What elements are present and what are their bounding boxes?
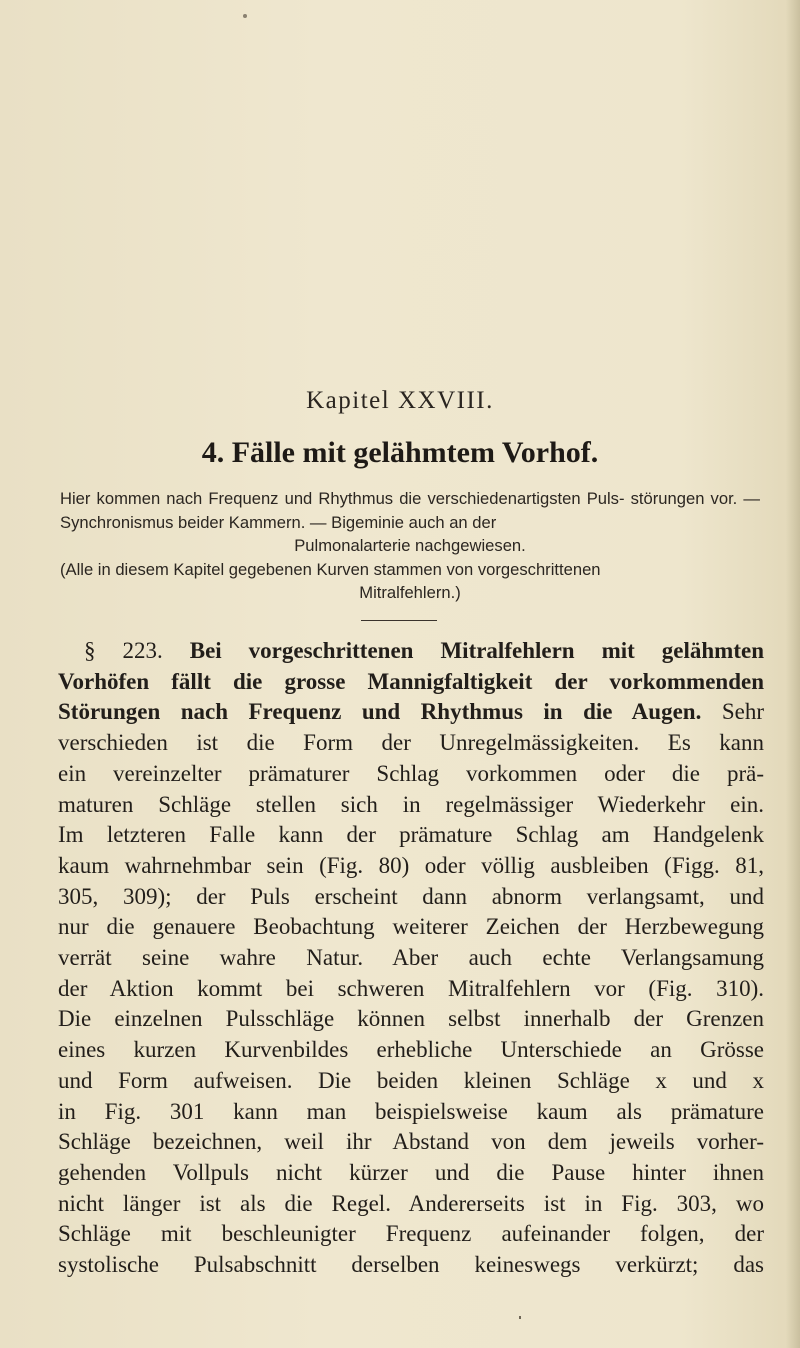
- text-line: kaum wahrnehmbar sein (Fig. 80) oder völlig ausbleiben (Figg. 81,: [58, 852, 764, 878]
- page-edge-shadow: [786, 0, 800, 1348]
- text-line: ein vereinzelter prämaturer Schlag vorkommen oder die prä-: [58, 760, 764, 786]
- section-heading-part: Vorhöfen fällt die grosse Mannigfaltigkeit der vorkommenden: [58, 668, 764, 694]
- text-line: 305, 309); der Puls erscheint dann abnorm verlangsamt, und: [58, 883, 764, 909]
- text-line: in Fig. 301 kann man beispielsweise kaum als prämature: [58, 1098, 764, 1124]
- paper-speck: [519, 1316, 521, 1319]
- text-line: maturen Schläge stellen sich in regelmässiger Wiederkehr ein.: [58, 791, 764, 817]
- summary-note: (Alle in diesem Kapitel gegebenen Kurven stammen von vorgeschrittenen: [60, 559, 601, 579]
- paper-speck: [243, 14, 247, 18]
- text-line: Schläge bezeichnen, weil ihr Abstand von dem jeweils vorher-: [58, 1129, 764, 1155]
- text-fragment: Sehr: [721, 699, 764, 725]
- text-line: [58, 697, 764, 728]
- section-heading-part: Störungen nach Frequenz und Rhythmus in die Augen.: [58, 699, 702, 725]
- text-line: der Aktion kommt bei schweren Mitralfehlern vor (Fig. 310).: [58, 975, 764, 1001]
- section-title: 4. Fälle mit gelähmtem Vorhof.: [201, 436, 599, 469]
- text-line: eines kurzen Kurvenbildes erhebliche Unterschiede an Grösse: [58, 1037, 764, 1063]
- text-line: nicht länger ist als die Regel. Andererseits ist in Fig. 303, wo: [58, 1190, 764, 1216]
- divider-rule: [361, 620, 437, 621]
- summary-note-end: Mitralfehlern.): [359, 583, 461, 602]
- text-line: [58, 667, 764, 698]
- text-line: Schläge mit beschleunigter Frequenz aufeinander folgen, der: [58, 1221, 764, 1247]
- text-line: und Form aufweisen. Die beiden kleinen Schläge x und x: [58, 1067, 764, 1093]
- body-text: [58, 636, 764, 1281]
- chapter-summary: [60, 487, 760, 605]
- text-line: Im letzteren Falle kann der prämature Schlag am Handgelenk: [58, 822, 764, 848]
- text-line: nur die genauere Beobachtung weiterer Zeichen der Herzbewegung: [58, 914, 764, 940]
- text-line: verschieden ist die Form der Unregelmässigkeiten. Es kann: [58, 730, 764, 756]
- summary-text: Hier kommen nach Frequenz und Rhythmus die verschiedenartigsten Puls- störungen vor. — Synchronismus beider Kammern. — Bigeminie auch an der: [60, 489, 760, 532]
- summary-paragraph-end: Pulmonalarterie nachgewiesen.: [294, 536, 526, 555]
- text-line: [58, 636, 764, 667]
- section-number: § 223.: [84, 638, 163, 663]
- text-line: Die einzelnen Pulsschläge können selbst innerhalb der Grenzen: [58, 1006, 764, 1032]
- text-line: systolische Pulsabschnitt derselben keineswegs verkürzt; das: [58, 1252, 764, 1278]
- section-heading-part: Bei vorgeschrittenen Mitralfehlern mit gelähmten: [189, 638, 764, 663]
- text-line: gehenden Vollpuls nicht kürzer und die Pause hinter ihnen: [58, 1159, 764, 1185]
- summary-paragraph: [60, 487, 760, 534]
- chapter-heading: Kapitel XXVIII.: [306, 387, 494, 414]
- text-line: verrät seine wahre Natur. Aber auch echte Verlangsamung: [58, 945, 764, 971]
